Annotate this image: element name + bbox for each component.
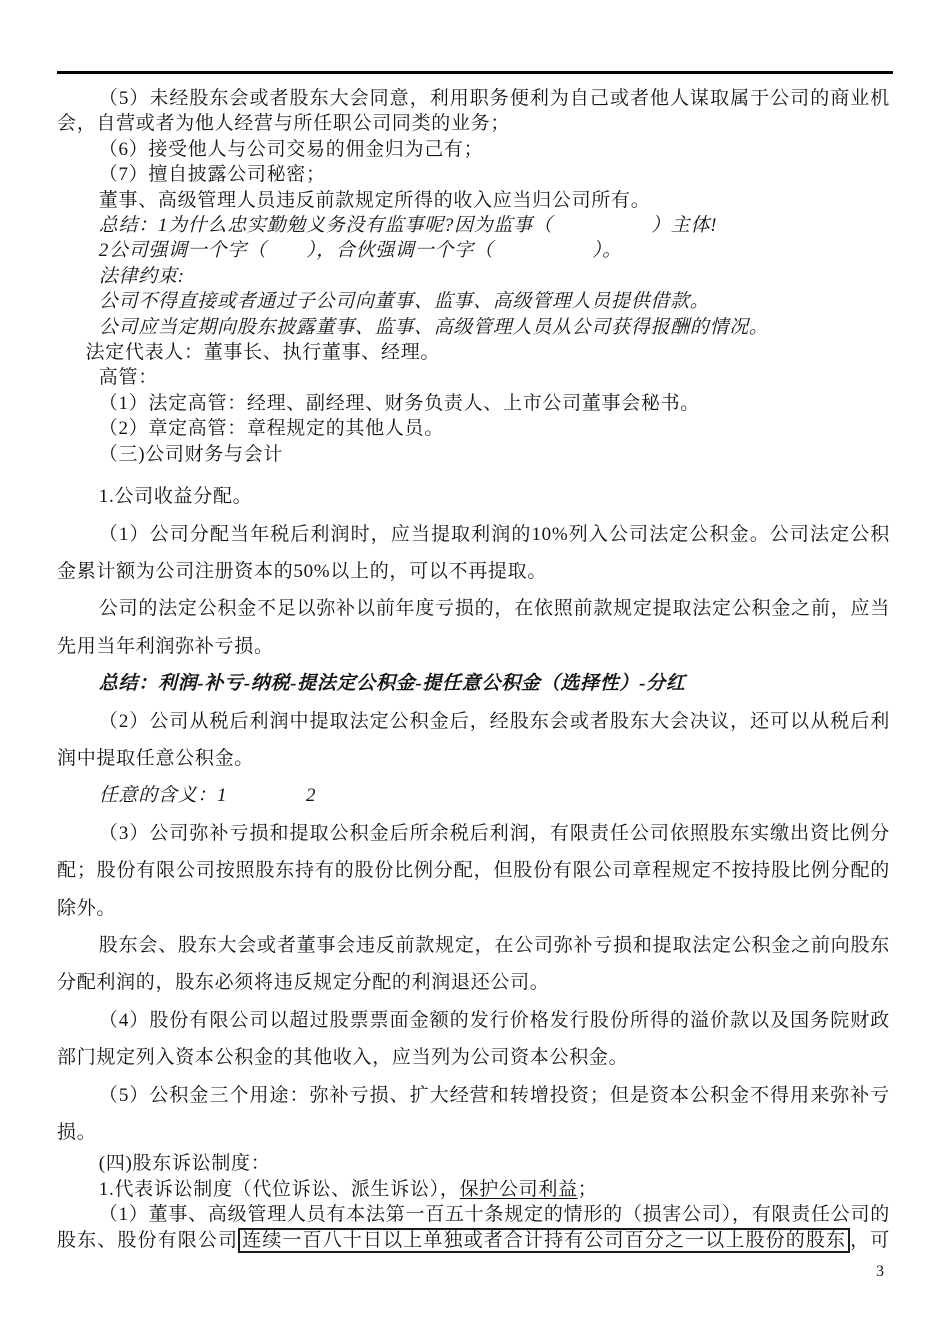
page-number: 3 <box>876 1263 884 1280</box>
litigation-item-1 <box>57 1202 890 1253</box>
finance-item-4: （4）股份有限公司以超过股票票面金额的发行价格发行股份所得的溢价款以及国务院财政部门规定列入资本公积金的其他收入，应当列为公司资本公积金。 <box>57 1009 890 1069</box>
statutory-managers: （1）法定高管：经理、副经理、财务负责人、上市公司董事会秘书。 <box>98 392 700 414</box>
finance-item-2: （2）公司从税后利润中提取法定公积金后，经股东会或者股东大会决议，还可以从税后利润中提取任意公积金。 <box>57 710 890 769</box>
finance-item-1: （1）公司分配当年税后利润时，应当提取利润的10%列入公司法定公积金。公司法定公积金累计额为公司注册资本的50%以上的，可以不再提取。 <box>57 523 890 582</box>
duty-item-7: （7）擅自披露公司秘密； <box>98 164 326 186</box>
derivative-suit-text: 1.代表诉讼制度（代位诉讼、派生诉讼）， <box>98 1178 460 1200</box>
legal-constraint-heading: 法律约束: <box>98 265 185 287</box>
shareholding-condition-boxed: 连续一百八十日以上单独或者合计持有公司百分之一以上股份的股东 <box>238 1228 850 1253</box>
section-finance-accounting <box>57 478 890 1151</box>
order-summary: 总结：利润-补亏-纳税-提法定公积金-提任意公积金（选择性）-分红 <box>98 673 686 695</box>
summary-word: 2公司强调一个字（ ），合伙强调一个字（ ）。 <box>98 240 622 262</box>
loan-rule: 公司不得直接或者通过子公司向董事、监事、高级管理人员提供借款。 <box>98 291 710 313</box>
charter-managers: （2）章定高管：章程规定的其他人员。 <box>98 418 444 440</box>
litigation-item-1-continuation: ，可 <box>850 1229 890 1251</box>
duty-item-6: （6）接受他人与公司交易的佣金归为己有； <box>98 138 484 160</box>
finance-item-5: （5）公积金三个用途：弥补亏损、扩大经营和转增投资；但是资本公积金不得用来弥补亏损。 <box>57 1084 890 1143</box>
finance-item-3: （3）公司弥补亏损和提取公积金后所余税后利润，有限责任公司依照股东实缴出资比例分配；股份有限公司按照股东持有的股份比例分配，但股份有限公司章程规定不按持股比例分配的除外。 <box>57 822 890 919</box>
summary-question: 总结：1为什么忠实勤勉义务没有监事呢?因为监事（ ）主体! <box>98 215 718 237</box>
protect-company-interest-underlined: 保护公司利益 <box>459 1178 578 1200</box>
derivative-suit-punctuation: ； <box>577 1178 598 1200</box>
income-rule: 董事、高级管理人员违反前款规定所得的收入应当归公司所有。 <box>98 189 651 211</box>
derivative-suit-line <box>57 1177 890 1202</box>
section-shareholder-litigation <box>57 1151 890 1253</box>
document-content <box>57 86 890 1253</box>
arbitrary-meaning: 任意的含义：1 2 <box>98 785 317 807</box>
legal-representative: 法定代表人：董事长、执行董事、经理。 <box>85 342 441 364</box>
header-rule <box>57 71 893 74</box>
section-director-duties <box>57 86 890 467</box>
finance-section-heading: （三)公司财务与会计 <box>98 443 284 465</box>
senior-managers-heading: 高管： <box>98 367 158 389</box>
litigation-heading: (四)股东诉讼制度： <box>98 1153 271 1175</box>
violation-rule: 股东会、股东大会或者董事会违反前款规定，在公司弥补亏损和提取法定公积金之前向股东分配利润的，股东必须将违反规定分配的利润退还公司。 <box>57 934 890 994</box>
duty-item-5: （5）未经股东会或者股东大会同意，利用职务便利为自己或者他人谋取属于公司的商业机会，自营或者为他人经营与所任职公司同类的业务； <box>57 88 890 135</box>
deficit-rule: 公司的法定公积金不足以弥补以前年度亏损的，在依照前款规定提取法定公积金之前，应当先用当年利润弥补亏损。 <box>57 598 890 657</box>
income-distribution-heading: 1.公司收益分配。 <box>98 486 253 508</box>
litigation-item-1-text: （1）董事、高级管理人员有本法第一百五十条规定的情形的（损害公司），有限责任公司的股东、股份有限公司 <box>57 1204 890 1251</box>
disclosure-rule: 公司应当定期向股东披露董事、监事、高级管理人员从公司获得报酬的情况。 <box>98 316 769 338</box>
